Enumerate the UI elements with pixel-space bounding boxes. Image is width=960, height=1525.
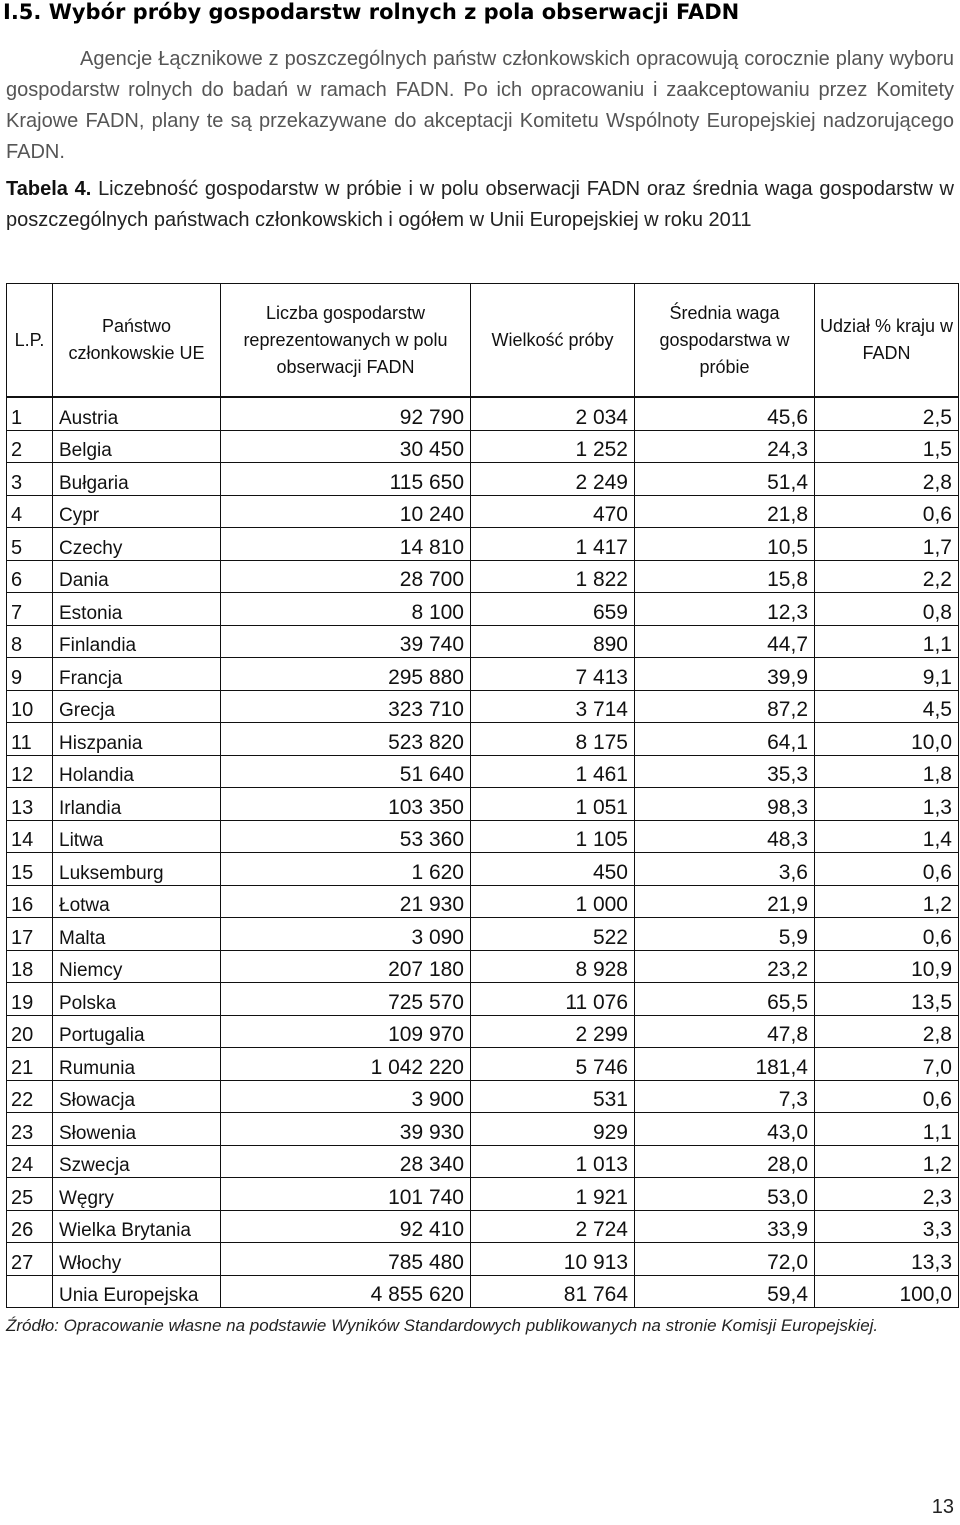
- row-farms-represented: 8 100: [221, 593, 471, 626]
- table-row: [7, 1210, 959, 1243]
- row-average-weight: 12,3: [635, 593, 815, 626]
- row-sample-size: 81 764: [471, 1275, 635, 1308]
- row-country-share: 2,2: [815, 560, 959, 593]
- row-country: Niemcy: [53, 950, 221, 983]
- row-farms-represented: 523 820: [221, 723, 471, 756]
- table-row: [7, 1048, 959, 1081]
- row-country: Węgry: [53, 1178, 221, 1211]
- row-country-share: 2,8: [815, 463, 959, 496]
- header-farms-represented: Liczba gospodarstw reprezentowanych w polu obserwacji FADN: [221, 284, 471, 398]
- table-row: [7, 528, 959, 561]
- row-sample-size: 8 928: [471, 950, 635, 983]
- table-row: [7, 755, 959, 788]
- row-average-weight: 59,4: [635, 1275, 815, 1308]
- row-farms-represented: 28 700: [221, 560, 471, 593]
- row-farms-represented: 30 450: [221, 430, 471, 463]
- row-lp: 15: [7, 853, 53, 886]
- table-row: [7, 690, 959, 723]
- row-country: Cypr: [53, 495, 221, 528]
- row-average-weight: 87,2: [635, 690, 815, 723]
- row-average-weight: 28,0: [635, 1145, 815, 1178]
- row-farms-represented: 785 480: [221, 1243, 471, 1276]
- row-country-share: 1,2: [815, 1145, 959, 1178]
- row-average-weight: 44,7: [635, 625, 815, 658]
- row-sample-size: 2 724: [471, 1210, 635, 1243]
- row-average-weight: 23,2: [635, 950, 815, 983]
- row-farms-represented: 21 930: [221, 885, 471, 918]
- row-average-weight: 45,6: [635, 397, 815, 430]
- row-average-weight: 3,6: [635, 853, 815, 886]
- table-row: [7, 1080, 959, 1113]
- row-country: Rumunia: [53, 1048, 221, 1081]
- row-country-share: 1,5: [815, 430, 959, 463]
- row-country-share: 10,9: [815, 950, 959, 983]
- row-average-weight: 181,4: [635, 1048, 815, 1081]
- table-row: [7, 397, 959, 430]
- row-average-weight: 51,4: [635, 463, 815, 496]
- table-row: [7, 1113, 959, 1146]
- row-lp: 7: [7, 593, 53, 626]
- row-lp: 11: [7, 723, 53, 756]
- row-country: Holandia: [53, 755, 221, 788]
- table-row: [7, 495, 959, 528]
- row-country: Estonia: [53, 593, 221, 626]
- row-average-weight: 47,8: [635, 1015, 815, 1048]
- row-lp: 19: [7, 983, 53, 1016]
- row-lp: 13: [7, 788, 53, 821]
- table-total-row: [7, 1275, 959, 1308]
- row-sample-size: 11 076: [471, 983, 635, 1016]
- header-lp: L.P.: [7, 284, 53, 398]
- table-row: [7, 1015, 959, 1048]
- row-country: Belgia: [53, 430, 221, 463]
- intro-paragraph: Agencje Łącznikowe z poszczególnych państw członkowskich opracowują corocznie plany wyboru gospodarstw rolnych do badań w ramach FADN. Po ich opracowaniu i zaakceptowaniu przez Komitety Krajowe FADN, plany te są przekazywane do akceptacji Komitetu Wspólnoty Europejskiej nadzorującego FADN.: [6, 48, 954, 163]
- row-average-weight: 48,3: [635, 820, 815, 853]
- row-country: Łotwa: [53, 885, 221, 918]
- row-country-share: 3,3: [815, 1210, 959, 1243]
- row-average-weight: 24,3: [635, 430, 815, 463]
- table-row: [7, 788, 959, 821]
- row-lp: 26: [7, 1210, 53, 1243]
- row-country-share: 2,3: [815, 1178, 959, 1211]
- row-sample-size: 8 175: [471, 723, 635, 756]
- table-row: [7, 820, 959, 853]
- row-average-weight: 43,0: [635, 1113, 815, 1146]
- row-farms-represented: 51 640: [221, 755, 471, 788]
- row-average-weight: 5,9: [635, 918, 815, 951]
- row-lp: 1: [7, 397, 53, 430]
- row-sample-size: 3 714: [471, 690, 635, 723]
- row-sample-size: 1 417: [471, 528, 635, 561]
- row-lp: 6: [7, 560, 53, 593]
- row-country: Szwecja: [53, 1145, 221, 1178]
- row-farms-represented: 3 900: [221, 1080, 471, 1113]
- row-country-share: 1,1: [815, 1113, 959, 1146]
- row-country-share: 2,5: [815, 397, 959, 430]
- table-row: [7, 1178, 959, 1211]
- row-lp: 22: [7, 1080, 53, 1113]
- row-farms-represented: 92 410: [221, 1210, 471, 1243]
- row-country-share: 1,2: [815, 885, 959, 918]
- row-sample-size: 1 461: [471, 755, 635, 788]
- row-sample-size: 531: [471, 1080, 635, 1113]
- table-row: [7, 593, 959, 626]
- row-country: Włochy: [53, 1243, 221, 1276]
- row-country: Hiszpania: [53, 723, 221, 756]
- row-lp: 17: [7, 918, 53, 951]
- table-row: [7, 430, 959, 463]
- row-lp: 23: [7, 1113, 53, 1146]
- row-country: Słowacja: [53, 1080, 221, 1113]
- row-average-weight: 39,9: [635, 658, 815, 691]
- row-sample-size: 470: [471, 495, 635, 528]
- row-country-share: 100,0: [815, 1275, 959, 1308]
- row-farms-represented: 39 740: [221, 625, 471, 658]
- row-sample-size: 1 051: [471, 788, 635, 821]
- farms-sample-table: [6, 283, 959, 1308]
- row-farms-represented: 101 740: [221, 1178, 471, 1211]
- row-farms-represented: 53 360: [221, 820, 471, 853]
- row-sample-size: 1 921: [471, 1178, 635, 1211]
- row-country: Bułgaria: [53, 463, 221, 496]
- row-country: Unia Europejska: [53, 1275, 221, 1308]
- row-country: Słowenia: [53, 1113, 221, 1146]
- header-country: Państwo członkowskie UE: [53, 284, 221, 398]
- row-country-share: 9,1: [815, 658, 959, 691]
- row-country: Wielka Brytania: [53, 1210, 221, 1243]
- table-row: [7, 1145, 959, 1178]
- row-sample-size: 2 299: [471, 1015, 635, 1048]
- row-country-share: 1,4: [815, 820, 959, 853]
- row-lp: 24: [7, 1145, 53, 1178]
- row-country-share: 13,5: [815, 983, 959, 1016]
- row-lp: 18: [7, 950, 53, 983]
- row-country: Luksemburg: [53, 853, 221, 886]
- row-lp: 9: [7, 658, 53, 691]
- row-lp: 8: [7, 625, 53, 658]
- row-country-share: 4,5: [815, 690, 959, 723]
- row-lp: 10: [7, 690, 53, 723]
- table-header-row: [7, 284, 959, 398]
- row-lp: 3: [7, 463, 53, 496]
- row-average-weight: 98,3: [635, 788, 815, 821]
- row-average-weight: 21,8: [635, 495, 815, 528]
- row-sample-size: 2 034: [471, 397, 635, 430]
- header-country-share: Udział % kraju w FADN: [815, 284, 959, 398]
- row-lp: 16: [7, 885, 53, 918]
- row-country-share: 0,6: [815, 918, 959, 951]
- row-farms-represented: 28 340: [221, 1145, 471, 1178]
- row-country: Litwa: [53, 820, 221, 853]
- row-sample-size: 2 249: [471, 463, 635, 496]
- row-country: Francja: [53, 658, 221, 691]
- row-country: Malta: [53, 918, 221, 951]
- row-sample-size: 1 252: [471, 430, 635, 463]
- table-row: [7, 1243, 959, 1276]
- table-row: [7, 560, 959, 593]
- row-country: Portugalia: [53, 1015, 221, 1048]
- row-country-share: 13,3: [815, 1243, 959, 1276]
- row-farms-represented: 323 710: [221, 690, 471, 723]
- row-country: Dania: [53, 560, 221, 593]
- row-average-weight: 53,0: [635, 1178, 815, 1211]
- row-average-weight: 33,9: [635, 1210, 815, 1243]
- row-country-share: 1,1: [815, 625, 959, 658]
- row-average-weight: 10,5: [635, 528, 815, 561]
- table-row: [7, 885, 959, 918]
- row-country: Austria: [53, 397, 221, 430]
- row-lp: 21: [7, 1048, 53, 1081]
- table-row: [7, 983, 959, 1016]
- row-average-weight: 21,9: [635, 885, 815, 918]
- section-heading: I.5. Wybór próby gospodarstw rolnych z pola obserwacji FADN: [3, 0, 740, 24]
- row-lp: 27: [7, 1243, 53, 1276]
- row-farms-represented: 4 855 620: [221, 1275, 471, 1308]
- row-country-share: 1,3: [815, 788, 959, 821]
- table-caption-text: Liczebność gospodarstw w próbie i w polu obserwacji FADN oraz średnia waga gospodarstw w poszczególnych państwach członkowskich i ogółem w Unii Europejskiej w roku 2011: [6, 178, 954, 231]
- row-sample-size: 1 013: [471, 1145, 635, 1178]
- row-farms-represented: 109 970: [221, 1015, 471, 1048]
- source-note: Źródło: Opracowanie własne na podstawie Wyników Standardowych publikowanych na stronie Komisji Europejskiej.: [6, 1316, 879, 1335]
- row-sample-size: 522: [471, 918, 635, 951]
- row-sample-size: 890: [471, 625, 635, 658]
- row-country-share: 7,0: [815, 1048, 959, 1081]
- row-country: Grecja: [53, 690, 221, 723]
- row-country-share: 1,8: [815, 755, 959, 788]
- row-average-weight: 15,8: [635, 560, 815, 593]
- row-sample-size: 1 000: [471, 885, 635, 918]
- row-country-share: 1,7: [815, 528, 959, 561]
- row-lp: 4: [7, 495, 53, 528]
- table-row: [7, 723, 959, 756]
- row-country-share: 10,0: [815, 723, 959, 756]
- row-country-share: 0,8: [815, 593, 959, 626]
- row-farms-represented: 115 650: [221, 463, 471, 496]
- row-farms-represented: 10 240: [221, 495, 471, 528]
- row-lp: 2: [7, 430, 53, 463]
- row-sample-size: 450: [471, 853, 635, 886]
- table-row: [7, 918, 959, 951]
- row-farms-represented: 725 570: [221, 983, 471, 1016]
- header-average-weight: Średnia waga gospodarstwa w próbie: [635, 284, 815, 398]
- row-sample-size: 1 822: [471, 560, 635, 593]
- row-farms-represented: 295 880: [221, 658, 471, 691]
- row-lp: 5: [7, 528, 53, 561]
- header-sample-size: Wielkość próby: [471, 284, 635, 398]
- table-caption-label: Tabela 4.: [6, 178, 92, 200]
- row-average-weight: 65,5: [635, 983, 815, 1016]
- row-average-weight: 64,1: [635, 723, 815, 756]
- row-farms-represented: 3 090: [221, 918, 471, 951]
- row-country-share: 0,6: [815, 853, 959, 886]
- row-lp: 14: [7, 820, 53, 853]
- row-farms-represented: 92 790: [221, 397, 471, 430]
- row-sample-size: 659: [471, 593, 635, 626]
- row-country-share: 0,6: [815, 1080, 959, 1113]
- table-row: [7, 658, 959, 691]
- row-sample-size: 1 105: [471, 820, 635, 853]
- row-farms-represented: 1 042 220: [221, 1048, 471, 1081]
- table-row: [7, 950, 959, 983]
- row-country: Czechy: [53, 528, 221, 561]
- row-sample-size: 929: [471, 1113, 635, 1146]
- row-average-weight: 72,0: [635, 1243, 815, 1276]
- row-country-share: 0,6: [815, 495, 959, 528]
- row-sample-size: 7 413: [471, 658, 635, 691]
- row-country: Polska: [53, 983, 221, 1016]
- row-lp: 25: [7, 1178, 53, 1211]
- row-farms-represented: 14 810: [221, 528, 471, 561]
- row-average-weight: 35,3: [635, 755, 815, 788]
- row-farms-represented: 39 930: [221, 1113, 471, 1146]
- row-farms-represented: 103 350: [221, 788, 471, 821]
- row-country-share: 2,8: [815, 1015, 959, 1048]
- row-lp: [7, 1275, 53, 1308]
- row-country: Finlandia: [53, 625, 221, 658]
- table-row: [7, 463, 959, 496]
- table-caption: [6, 174, 954, 236]
- row-sample-size: 10 913: [471, 1243, 635, 1276]
- row-lp: 20: [7, 1015, 53, 1048]
- row-average-weight: 7,3: [635, 1080, 815, 1113]
- row-farms-represented: 1 620: [221, 853, 471, 886]
- page-number: 13: [931, 1496, 954, 1518]
- row-sample-size: 5 746: [471, 1048, 635, 1081]
- table-row: [7, 853, 959, 886]
- row-farms-represented: 207 180: [221, 950, 471, 983]
- row-lp: 12: [7, 755, 53, 788]
- row-country: Irlandia: [53, 788, 221, 821]
- table-body: [7, 397, 959, 1308]
- table-row: [7, 625, 959, 658]
